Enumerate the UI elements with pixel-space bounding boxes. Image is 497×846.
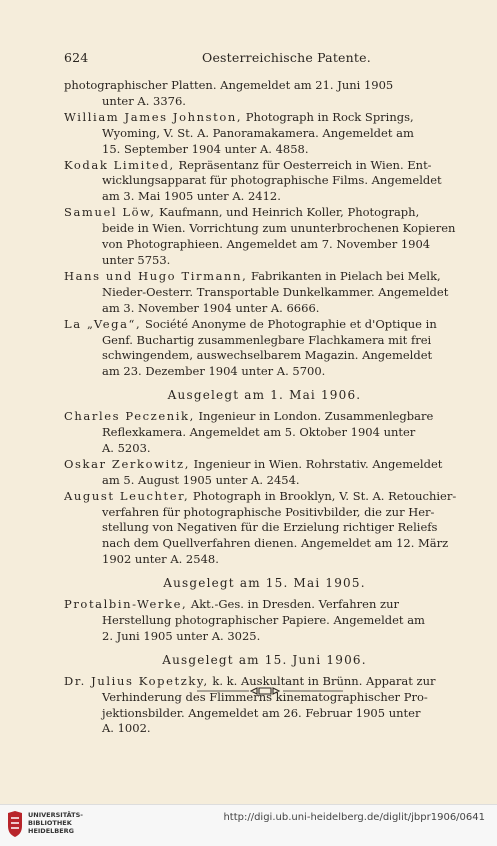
section-heading: Ausgelegt am 1. Mai 1906. xyxy=(167,388,362,403)
entry-line xyxy=(64,520,465,536)
entry-text: 2. Juni 1905 unter A. 3025. xyxy=(102,628,261,643)
entry-line xyxy=(64,142,465,158)
section-heading: Ausgelegt am 15. Mai 1905. xyxy=(163,576,366,591)
library-line: HEIDELBERG xyxy=(28,827,75,835)
entry-text: jektionsbilder. Angemeldet am 26. Februar 1905 unter xyxy=(102,705,421,720)
entry-line xyxy=(64,126,465,142)
source-url-link[interactable]: http://digi.ub.uni-heidelberg.de/diglit/jbpr1906/0641 xyxy=(223,812,485,823)
entry-line xyxy=(64,721,465,737)
entry-name: Samuel Löw, xyxy=(64,205,156,220)
entry-name: August Leuchter, xyxy=(64,488,190,503)
decorative-ornament xyxy=(197,685,343,697)
entry-text: A. 5203. xyxy=(102,440,151,455)
entry-text: verfahren für photographische Positivbilder, die zur Her- xyxy=(102,504,435,519)
entry-text: Fabrikanten in Pielach bei Melk, xyxy=(247,268,441,283)
entry-text: wicklungsapparat für photographische Films. Angemeldet xyxy=(102,173,442,188)
register-entry xyxy=(64,409,465,457)
entry-text: Reflexkamera. Angemeldet am 5. Oktober 1904 unter xyxy=(102,425,416,440)
entry-text: Repräsentanz für Oesterreich in Wien. Ent- xyxy=(174,157,432,172)
entry-line xyxy=(64,706,465,722)
register-entry xyxy=(64,78,465,110)
entry-name: Hans und Hugo Tirmann, xyxy=(64,268,248,283)
entry-text: am 23. Dezember 1904 unter A. 5700. xyxy=(102,364,326,379)
entry-text: am 5. August 1905 unter A. 2454. xyxy=(102,472,300,487)
entry-text: Herstellung photographischer Papiere. Angemeldet am xyxy=(102,613,425,627)
register-entry xyxy=(64,597,465,645)
entry-text: unter 5753. xyxy=(102,252,171,267)
entry-text: Photograph in Rock Springs, xyxy=(242,109,414,124)
library-line: BIBLIOTHEK xyxy=(28,819,72,827)
entry-name: Oskar Zerkowitz, xyxy=(64,456,190,471)
entry-line xyxy=(64,597,465,613)
page-number: 624 xyxy=(64,50,89,65)
entry-line xyxy=(64,425,465,441)
entry-line xyxy=(64,629,465,645)
entry-line xyxy=(64,110,465,126)
entry-line xyxy=(64,364,465,380)
entry-line xyxy=(64,317,465,333)
entry-line xyxy=(64,505,465,521)
entry-line xyxy=(64,78,465,94)
entry-line xyxy=(64,253,465,269)
entry-line xyxy=(64,285,465,301)
entry-text: Ingenieur in London. Zusammenlegbare xyxy=(194,409,434,424)
entry-text: schwingendem, auswechselbarem Magazin. Angemeldet xyxy=(102,348,433,363)
entry-name: Dr. Julius Kopetzky, xyxy=(64,673,209,688)
entry-line xyxy=(64,94,465,110)
entry-text: von Photographieen. Angemeldet am 7. November 1904 xyxy=(102,237,431,252)
entry-line xyxy=(64,348,465,364)
entry-text: beide in Wien. Vorrichtung zum ununterbrochenen Kopieren xyxy=(102,221,456,236)
entry-text: 15. September 1904 unter A. 4858. xyxy=(102,141,309,156)
entry-text: k. k. Auskultant in Brünn. Apparat zur xyxy=(208,673,436,688)
entry-line xyxy=(64,613,465,629)
running-header xyxy=(64,50,463,68)
register-entry xyxy=(64,269,465,317)
entry-name: Kodak Limited, xyxy=(64,157,175,172)
entry-line xyxy=(64,409,465,425)
entry-text: stellung von Negativen für die Erzielung richtiger Reliefs xyxy=(102,520,438,535)
register-entry xyxy=(64,674,465,738)
library-logo-icon xyxy=(5,810,25,838)
entry-text: photographischer Platten. Angemeldet am 21. Juni 1905 xyxy=(64,78,394,92)
entry-text: Akt.-Ges. in Dresden. Verfahren zur xyxy=(187,597,399,612)
entry-text: Ingenieur in Wien. Rohrstativ. Angemeldet xyxy=(189,456,443,471)
entry-text: Nieder-Oesterr. Transportable Dunkelkammer. Angemeldet xyxy=(102,284,449,299)
entry-line xyxy=(64,237,465,253)
entry-text: am 3. November 1904 unter A. 6666. xyxy=(102,300,320,315)
entry-name: Protalbin-Werke, xyxy=(64,597,188,612)
register-entry xyxy=(64,205,465,269)
entry-name: William James Johnston, xyxy=(64,109,243,124)
entry-text: 1902 unter A. 2548. xyxy=(102,552,219,567)
footer-bar xyxy=(0,804,497,846)
entry-line xyxy=(64,552,465,568)
entry-text: nach dem Quellverfahren dienen. Angemeldet am 12. März xyxy=(102,536,449,551)
entry-line xyxy=(64,189,465,205)
entry-text: Société Anonyme de Photographie et d'Optique in xyxy=(141,316,437,331)
entry-name: La „Vega“, xyxy=(64,316,142,331)
register-entry xyxy=(64,457,465,489)
entry-text: am 3. Mai 1905 unter A. 2412. xyxy=(102,189,281,204)
entry-text: Kaufmann, und Heinrich Koller, Photograph, xyxy=(155,205,420,220)
entry-line xyxy=(64,301,465,317)
entry-line xyxy=(64,473,465,489)
entry-line xyxy=(64,333,465,349)
register-entry xyxy=(64,110,465,158)
entry-line xyxy=(64,536,465,552)
entry-line xyxy=(64,221,465,237)
entry-line xyxy=(64,205,465,221)
entry-line xyxy=(64,441,465,457)
register-entry xyxy=(64,489,465,569)
running-title: Oesterreichische Patente. xyxy=(202,50,371,65)
entry-text: unter A. 3376. xyxy=(102,93,186,108)
entry-text: Photograph in Brooklyn, V. St. A. Retouchier- xyxy=(189,488,457,503)
library-line: UNIVERSITÄTS- xyxy=(28,811,83,819)
entry-line xyxy=(64,158,465,174)
entry-line xyxy=(64,269,465,285)
entry-text: Wyoming, V. St. A. Panoramakamera. Angemeldet am xyxy=(102,125,414,140)
register-entry xyxy=(64,158,465,206)
register-entry xyxy=(64,317,465,381)
document-body xyxy=(64,78,465,737)
entry-name: Charles Peczenik, xyxy=(64,409,195,424)
entry-text: Verhinderung des Flimmerns kinematographischer Pro- xyxy=(102,689,428,704)
entry-line xyxy=(64,489,465,505)
entry-text: Genf. Buchartig zusammenlegbare Flachkamera mit frei xyxy=(102,332,432,347)
entry-line xyxy=(64,457,465,473)
library-name xyxy=(28,811,83,835)
entry-text: A. 1002. xyxy=(102,721,151,736)
entry-line xyxy=(64,173,465,189)
section-heading: Ausgelegt am 15. Juni 1906. xyxy=(162,652,367,667)
